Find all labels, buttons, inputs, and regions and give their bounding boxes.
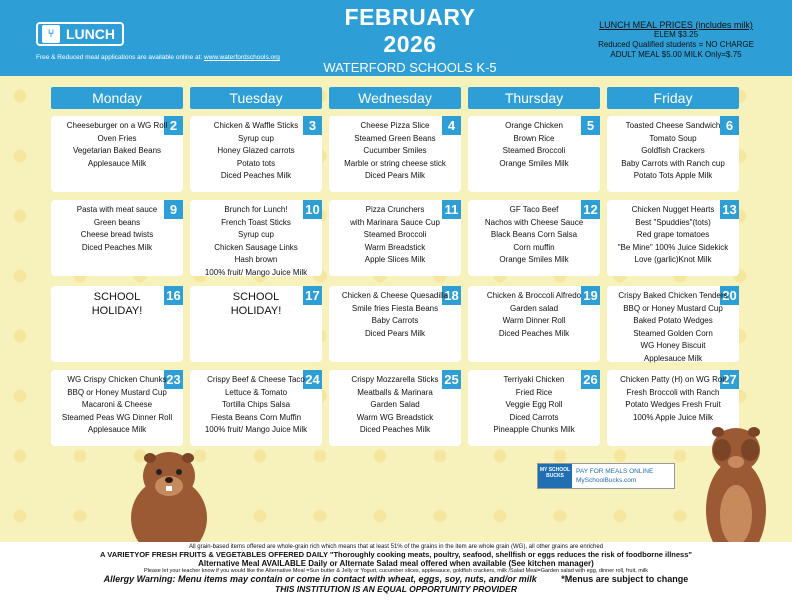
- menu-item: Meatballs & Marinara: [357, 387, 433, 397]
- date-number: 12: [581, 200, 600, 219]
- grain-note: All grain-based items offered are whole-grain rich which means that at least 51% of the grains in the item are whole grain (WG), all other grains are enriched: [188, 544, 604, 550]
- menu-item: French Toast Sticks: [221, 217, 291, 227]
- menu-item: Chicken & Cheese Quesadilla: [341, 291, 449, 300]
- date-number: 4: [442, 116, 461, 135]
- menu-item: Crispy Baked Chicken Tenders: [618, 291, 728, 300]
- menu-item: Chicken Patty (H) on WG Roll: [620, 375, 726, 384]
- free-reduced-note: [36, 54, 280, 61]
- menu-items: [468, 290, 600, 340]
- day-header-monday: Monday: [51, 87, 183, 109]
- menu-items: [190, 374, 322, 437]
- meal-prices: [566, 20, 786, 60]
- date-number: 16: [164, 286, 183, 305]
- menu-item: Applesauce Milk: [643, 353, 703, 363]
- menu-item: GF Taco Beef: [509, 205, 559, 214]
- menu-item: Brown Rice: [513, 133, 555, 143]
- menu-item: Chicken & Broccoli Alfredo: [486, 291, 582, 300]
- day-cell-26: [468, 370, 600, 446]
- menu-item: Hash brown: [234, 255, 278, 264]
- menu-item: Goldfish Crackers: [641, 146, 705, 155]
- menu-item: Black Beans Corn Salsa: [490, 230, 578, 239]
- menu-item: Chicken Sausage Links: [214, 242, 298, 252]
- day-cell-17: [190, 286, 322, 362]
- menu-items: [329, 204, 461, 267]
- date-number: 27: [720, 370, 739, 389]
- myschoolbucks-logo[interactable]: [537, 463, 675, 489]
- school-name: WATERFORD SCHOOLS K-5: [323, 60, 497, 75]
- menu-item: Syrup cup: [237, 230, 275, 239]
- menu-item: BBQ or Honey Mustard Cup: [623, 303, 723, 313]
- menu-item: Steamed Golden Corn: [633, 328, 713, 338]
- menu-item: Tomato Soup: [649, 133, 697, 143]
- menu-item: Pasta with meat sauce: [76, 205, 158, 214]
- menu-item: Veggie Egg Roll: [505, 400, 563, 409]
- menu-item: Macaroni & Cheese: [81, 400, 153, 409]
- menu-item: Chicken & Waffle Sticks: [213, 121, 299, 130]
- day-cell-18: [329, 286, 461, 362]
- menu-item: Diced Peaches Milk: [220, 171, 292, 180]
- menu-item: Garden Salad: [370, 400, 420, 409]
- menu-item: Apple Slices Milk: [364, 255, 426, 264]
- menu-item: Baby Carrots with Ranch cup: [621, 158, 725, 168]
- menu-item: SCHOOL: [93, 291, 141, 303]
- menu-items: [468, 204, 600, 267]
- menu-item: 100% Apple Juice Milk: [632, 412, 714, 422]
- date-number: 2: [164, 116, 183, 135]
- menu-item: Tortilla Chips Salsa: [221, 400, 291, 409]
- day-header-friday: Friday: [607, 87, 739, 109]
- website-link[interactable]: www.waterfordschools.org: [204, 54, 280, 61]
- teacher-note: Please let your teacher know if you would like the Alternative Meal =Sun butter & Jelly or Yogurt, cucumber slices, applesauce, goldfish crackers, milk /Salad Meal=Garden salad with egg, dinner roll, fruit, milk: [143, 568, 649, 574]
- menu-items: [607, 204, 739, 267]
- date-number: 24: [303, 370, 322, 389]
- date-number: 23: [164, 370, 183, 389]
- menu-item: Vegetarian Baked Beans: [72, 146, 162, 155]
- menu-item: Baby Carrots: [371, 316, 419, 325]
- footer: [0, 542, 792, 612]
- menu-items: [190, 120, 322, 183]
- day-cell-23: [51, 370, 183, 446]
- menu-item: BBQ or Honey Mustard Cup: [67, 387, 167, 397]
- day-cell-4: [329, 116, 461, 192]
- month-title: FEBRUARY 2026: [344, 4, 476, 57]
- menu-item: Cucumber Smiles: [363, 146, 427, 155]
- menu-items: [190, 290, 322, 318]
- menu-item: Fresh Broccoli with Ranch: [626, 387, 720, 397]
- day-cell-11: [329, 200, 461, 276]
- menu-item: Applesauce Milk: [87, 158, 147, 168]
- date-number: 25: [442, 370, 461, 389]
- menu-item: Chicken Nugget Hearts: [631, 205, 715, 214]
- menu-item: Crispy Beef & Cheese Taco: [207, 375, 305, 384]
- menu-item: Diced Pears Milk: [364, 328, 425, 338]
- menu-item: Brunch for Lunch!: [224, 205, 288, 214]
- allergy-row: [0, 574, 792, 584]
- menu-items: [190, 204, 322, 279]
- free-note-text: Free & Reduced meal applications are available online at:: [36, 54, 203, 61]
- menu-items: [51, 374, 183, 437]
- menu-items: [468, 120, 600, 170]
- day-cell-16: [51, 286, 183, 362]
- allergy-warning: Allergy Warning: Menu items may contain or come in contact with wheat, eggs, soy, nuts, and/or milk: [103, 574, 537, 584]
- menu-item: Pineapple Chunks Milk: [493, 425, 575, 434]
- day-cell-3: [190, 116, 322, 192]
- menu-item: SCHOOL: [232, 291, 280, 303]
- menu-items: [51, 120, 183, 170]
- menu-item: Potato tots: [236, 158, 276, 168]
- day-header-thursday: Thursday: [468, 87, 600, 109]
- day-cell-13: [607, 200, 739, 276]
- menu-item: Warm Breadstick: [364, 242, 426, 252]
- date-number: 5: [581, 116, 600, 135]
- menu-item: Orange Smiles Milk: [499, 255, 569, 264]
- price-adult: ADULT MEAL $5.00 MILK Only=$.75: [610, 50, 742, 59]
- menu-items: [607, 374, 739, 424]
- alternative-note: Alternative Meal AVAILABLE Daily or Alternate Salad meal offered when available (See kitchen manager): [198, 559, 594, 568]
- menu-item: Nachos with Cheese Sauce: [484, 217, 584, 227]
- prices-title: LUNCH MEAL PRICES (includes milk): [599, 20, 753, 30]
- menu-item: Honey Glazed carrots: [217, 146, 295, 155]
- menu-item: HOLIDAY!: [91, 305, 143, 317]
- menu-item: Steamed Peas WG Dinner Roll: [61, 412, 173, 422]
- subject-to-change: *Menus are subject to change: [561, 574, 689, 584]
- lunch-badge: [36, 22, 124, 46]
- menu-item: Best "Spuddies"(tots): [635, 217, 711, 227]
- menu-item: "Be Mine" 100% Juice Sidekick: [617, 242, 729, 252]
- menu-item: Syrup cup: [237, 133, 275, 143]
- menu-item: Red grape tomatoes: [636, 230, 710, 239]
- date-number: 18: [442, 286, 461, 305]
- menu-item: 100% fruit/ Mango Juice Milk: [204, 425, 308, 434]
- variety-note: A VARIETYOF FRESH FRUITS & VEGETABLES OFFERED DAILY "Thoroughly cooking meats, poultry, seafood, shellfish or eggs reduces the risk of foodborne illness": [100, 550, 692, 559]
- menu-item: Terriyaki Chicken: [503, 375, 565, 384]
- menu-item: Baked Potato Wedges: [633, 316, 713, 325]
- pay-site: MySchoolBucks.com: [576, 477, 637, 484]
- menu-item: Potato Tots Apple Milk: [633, 171, 713, 180]
- menu-item: Warm Dinner Roll: [502, 316, 566, 325]
- menu-items: [51, 290, 183, 318]
- price-elem: ELEM $3.25: [653, 30, 699, 39]
- menu-item: Garden salad: [509, 303, 559, 313]
- menu-item: Marble or string cheese stick: [344, 158, 446, 168]
- menu-item: Orange Smiles Milk: [499, 158, 569, 168]
- day-cell-25: [329, 370, 461, 446]
- menu-item: Crispy Mozzarella Sticks: [351, 375, 439, 384]
- page-title: [315, 4, 505, 75]
- day-cell-9: [51, 200, 183, 276]
- menu-item: Fiesta Beans Corn Muffin: [210, 412, 302, 422]
- menu-item: Green beans: [93, 217, 141, 227]
- menu-item: Lettuce & Tomato: [224, 387, 288, 397]
- menu-item: Oven Fries: [97, 133, 137, 143]
- date-number: 3: [303, 116, 322, 135]
- day-header-wednesday: Wednesday: [329, 87, 461, 109]
- date-number: 10: [303, 200, 322, 219]
- menu-item: with Marinara Sauce Cup: [350, 217, 440, 227]
- menu-items: [51, 204, 183, 254]
- fork-icon: ⑂: [42, 25, 60, 43]
- date-number: 19: [581, 286, 600, 305]
- menu-item: Applesauce Milk: [87, 425, 147, 434]
- menu-item: Diced Peaches Milk: [81, 242, 153, 252]
- day-cell-20: [607, 286, 739, 362]
- day-cell-12: [468, 200, 600, 276]
- price-reduced: Reduced Qualified students = NO CHARGE: [598, 40, 754, 49]
- menu-item: Corn muffin: [513, 242, 555, 252]
- pay-online-text: [572, 467, 653, 485]
- menu-item: Diced Peaches Milk: [498, 328, 570, 338]
- menu-item: Steamed Broccoli: [502, 146, 566, 155]
- pay-label: PAY FOR MEALS ONLINE: [576, 468, 654, 475]
- menu-item: HOLIDAY!: [230, 305, 282, 317]
- menu-item: Fried Rice: [515, 387, 553, 397]
- menu-item: Diced Pears Milk: [364, 171, 425, 180]
- date-number: 6: [720, 116, 739, 135]
- menu-items: [329, 120, 461, 183]
- menu-item: WG Crispy Chicken Chunks: [67, 375, 167, 384]
- date-number: 13: [720, 200, 739, 219]
- day-cell-19: [468, 286, 600, 362]
- menu-items: [468, 374, 600, 437]
- menu-item: Cheese bread twists: [80, 230, 154, 239]
- menu-item: Smile fries Fiesta Beans: [351, 303, 439, 313]
- date-number: 9: [164, 200, 183, 219]
- menu-item: Love (garlic)Knot Milk: [634, 255, 712, 264]
- menu-item: Steamed Broccoli: [363, 230, 427, 239]
- menu-items: [329, 374, 461, 437]
- day-cell-24: [190, 370, 322, 446]
- menu-item: Cheese Pizza Slice: [360, 121, 430, 130]
- menu-item: Steamed Green Beans: [354, 133, 436, 143]
- menu-item: Diced Peaches Milk: [359, 425, 431, 434]
- day-cell-2: [51, 116, 183, 192]
- menu-item: Orange Chicken: [505, 121, 563, 130]
- date-number: 17: [303, 286, 322, 305]
- menu-item: WG Honey Biscuit: [640, 341, 706, 350]
- date-number: 20: [720, 286, 739, 305]
- date-number: 11: [442, 200, 461, 219]
- day-cell-6: [607, 116, 739, 192]
- menu-item: 100% fruit/ Mango Juice Milk: [204, 267, 308, 277]
- menu-items: [607, 120, 739, 183]
- menu-item: Potato Wedges Fresh Fruit: [625, 400, 721, 409]
- menu-item: Toasted Cheese Sandwich: [625, 121, 721, 130]
- header: [0, 0, 792, 76]
- myschoolbucks-mark: MY SCHOOL BUCKS: [538, 464, 572, 488]
- menu-item: Warm WG Breadstick: [356, 412, 434, 422]
- groundhog-left-illustration: [128, 448, 210, 542]
- menu-items: [607, 290, 739, 365]
- date-number: 26: [581, 370, 600, 389]
- day-cell-5: [468, 116, 600, 192]
- lunch-label: LUNCH: [66, 26, 115, 42]
- menu-item: Diced Carrots: [509, 412, 559, 422]
- day-cell-10: [190, 200, 322, 276]
- equal-opportunity: THIS INSTITUTION IS AN EQUAL OPPORTUNITY PROVIDER: [275, 584, 517, 594]
- menu-items: [329, 290, 461, 340]
- day-header-tuesday: Tuesday: [190, 87, 322, 109]
- menu-item: Cheeseburger on a WG Roll: [66, 121, 168, 130]
- menu-item: Pizza Crunchers: [365, 205, 425, 214]
